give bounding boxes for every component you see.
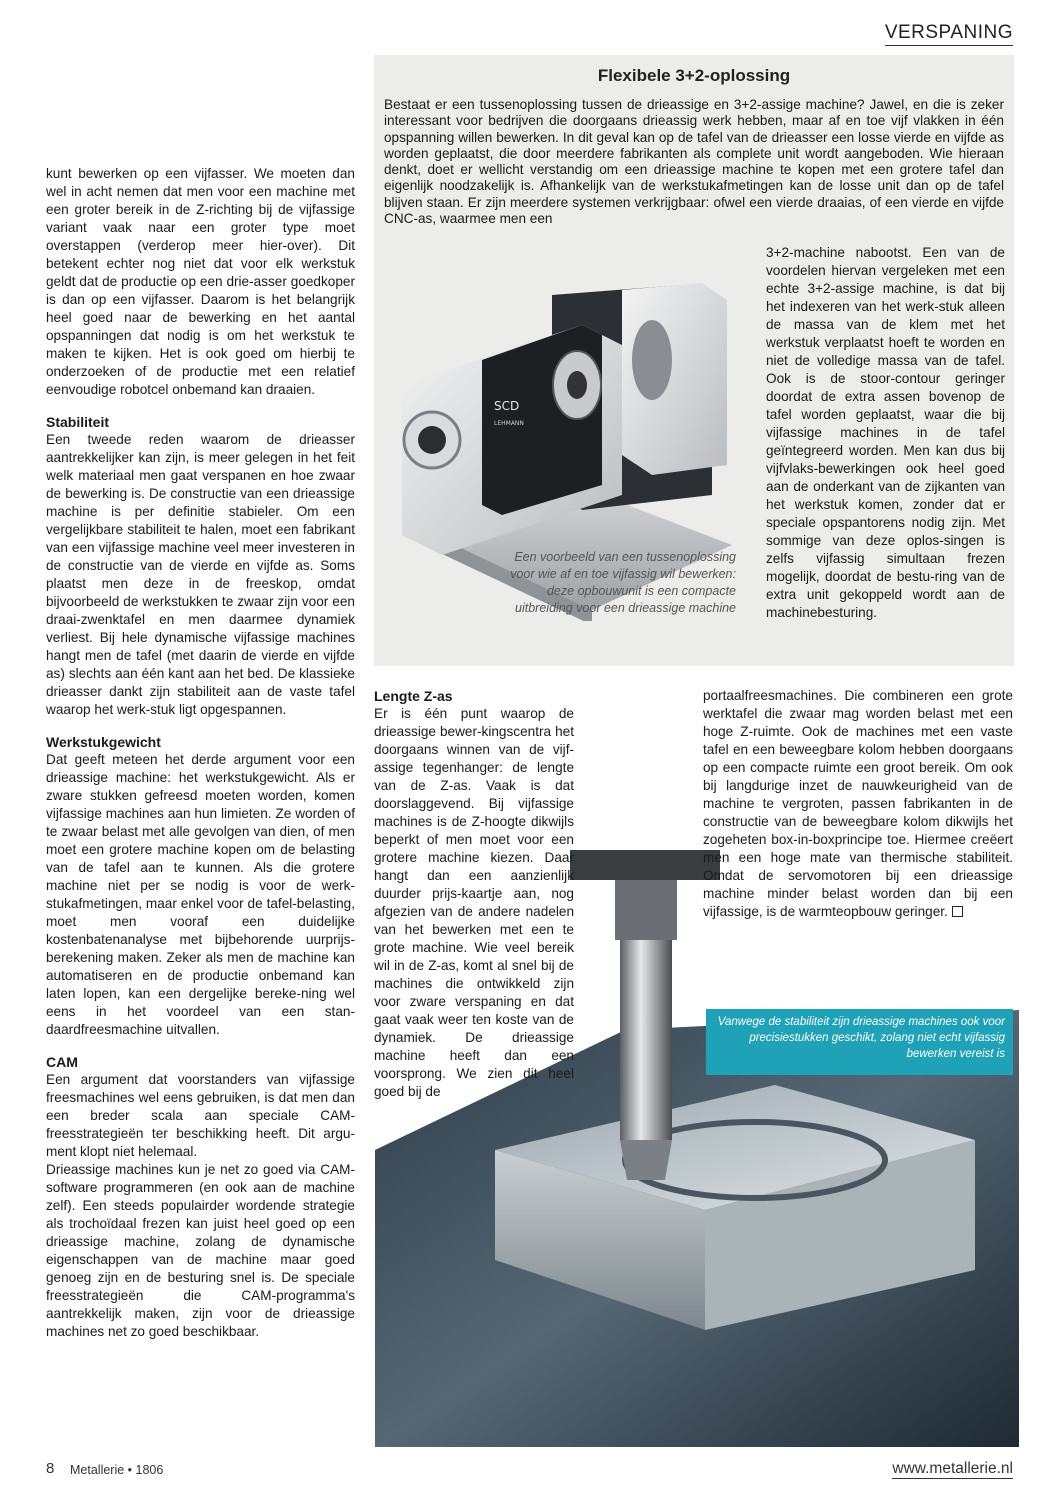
unit-brand: LEHMANN bbox=[494, 420, 524, 427]
left-column bbox=[46, 165, 355, 1341]
paragraph-werkstukgewicht: Dat geeft meteen het derde argument voor een drieassige machine: het werkstukgewicht. Als er zware stukken gefreesd moeten worden, komen vijfassige machines aan hun limieten. Ze worden of te zwaar belast met alle gevolgen van dien, of men moet een grotere machine kopen om de belasting van de tafel aan te kunnen. Als die grotere machine niet per se nodig is voor de werk-stukafmetingen, maar enkel voor de tafel-belasting, moet men vooraf een duidelijke kostenbatenanalyse met bijbehorende uurprijs-berekening maken. Zeker als men de machine kan automatiseren en de productie onbemand kan laten lopen, kan een dergelijke bereke-ning wel eens in het voordeel van een stan-daardfreesmachine uitvallen. bbox=[46, 752, 355, 1037]
middle-column bbox=[374, 687, 683, 1101]
sidebar-box bbox=[374, 55, 1014, 666]
heading-lengte-z-as: Lengte Z-as bbox=[374, 688, 453, 704]
left-intro: kunt bewerken op een vijfasser. We moeten dan wel in acht nemen dat men voor een machine met een groter bereik in de Z-richting bij de vijfassige variant vaak naar een groter type moet overstappen (verderop meer hier-over). Dit betekent echter nog niet dat voor elk werkstuk geldt dat de productie op een drie-asser goedkoper is dan op een vijfasser. Daarom is het belangrijk heel goed naar de bewerking en het aantal opspanningen dat nodig is om het werkstuk te maken te kijken. Het is ook goed om hierbij te onderzoeken of de productie met een relatief eenvoudige robotcel onbemand kan draaien. bbox=[46, 166, 355, 397]
box-intro: Bestaat er een tussenoplossing tussen de drieassige en 3+2-assige machine? Jawel, en die is zeker interessant voor bedrijven die doorgaans drieassig werk hebben, maar af en toe vijf vlakken in één opspanning willen bewerken. In dit geval kan op de tafel van de drieasser een losse vierde en vijfde as worden geplaatst, die door meerdere fabrikanten als complete unit wordt aangeboden. Wie hieraan denkt, doet er wellicht verstandig om een drieassige machine te kopen met een grotere tafel dan eigenlijk noodzakelijk is. Afhankelijk van de werkstukafmetingen kan de losse unit dan op de tafel blijven staan. Er zijn meerdere systemen verkrijgbaar: ofwel een vierde draaias, of een vierde en vijfde CNC-as, waarmee men een bbox=[384, 97, 1004, 227]
magazine-issue: Metallerie • 1806 bbox=[70, 1463, 164, 1477]
box-title: Flexibele 3+2-oplossing bbox=[597, 66, 791, 85]
section-label: VERSPANING bbox=[885, 22, 1013, 46]
heading-stabiliteit: Stabiliteit bbox=[46, 414, 110, 430]
unit-logo: SCD bbox=[494, 399, 520, 413]
page-number: 8 bbox=[46, 1460, 55, 1477]
end-of-article-icon bbox=[952, 906, 963, 917]
paragraph-cam-2: Drieassige machines kun je net zo goed via CAM-software programmeren (en ook aan de machine zelf). Een steeds populairder wordende strategie als trochoïdaal frezen kan juist heel goed op een drieassige machine, zolang de dynamische eigenschappen van de machine maar goed genoeg zijn en de besturing snel is. De speciale freesstrategieën die CAM-programma's aantrekkelijk maken, zijn voor de drieassige machines net zo goed beschikbaar. bbox=[46, 1162, 355, 1339]
heading-cam: CAM bbox=[46, 1054, 78, 1070]
website-link[interactable]: www.metallerie.nl bbox=[892, 1460, 1013, 1477]
right-column bbox=[703, 687, 1013, 921]
paragraph-cam-1: Een argument dat voorstanders van vijfassige freesmachines wel eens gebruiken, is dat men dan een breder scala aan speciale CAM-freesstrategieën ter beschikking heeft. Dit argu-ment klopt niet helemaal. bbox=[46, 1072, 355, 1159]
photo-caption: Vanwege de stabiliteit zijn drieassige machines ook voor precisiestukken geschikt, zolang niet echt vijfassig bewerken vereist is bbox=[706, 1009, 1013, 1075]
box-right-text: 3+2-machine nabootst. Een van de voordelen hiervan vergeleken met een echte 3+2-assige machine, is dat bij het indexeren van het werk-stuk alleen de massa van de klem met het werkstuk verplaatst hoeft te worden en niet de volledige massa van de tafel. Ook is de stoor-contour geringer doordat de extra assen bovenop de tafel worden geplaatst, waar die bij vijfassige machines in de tafel geïntegreerd worden. Men kan dus bij vijfvlaks-bewerkingen ook heel goed aan de onderkant van de zijkanten van het werkstuk komen, zonder dat er speciale opspantorens nodig zijn. Met sommige van deze oplos-singen is zelfs vijfassig simultaan frezen mogelijk, doordat de bestu-ring van de extra unit gekoppeld wordt aan de machinebesturing. bbox=[766, 245, 1005, 620]
paragraph-lengte-z-as: Er is één punt waarop de drieassige bewer-kingscentra het doorgaans winnen van de vijf-assige tegenhanger: de lengte van de Z-as. Vaak is dat doorslaggevend. Bij vijfassige machines is de Z-hoogte dikwijls beperkt of men moet voor een grotere machine kiezen. Daar hangt dan een aanzienlijk duurder prijs-kaartje aan, nog afgezien van de andere nadelen van het bewerken met een te grote machine. Wie veel bereik wil in de Z-as, komt al snel bij de machines die ontwikkeld zijn voor zware verspaning en dat gaat vaak weer ten koste van de dynamiek. De drieassige machine heeft dan een voorsprong. We zien dit heel goed bij de bbox=[374, 706, 574, 1099]
paragraph-portaalfrees: portaalfreesmachines. Die combineren een grote werktafel die zwaar mag worden belast met een hoge Z-ruimte. Ook de machines met een vaste tafel en een beweegbare kolom hebben doorgaans op een compacte ruimte een groot bereik. Om ook bij langdurige inzet de nauwkeurigheid van de machine te vergroten, passen fabrikanten in de constructie van de beweegbare kolom dikwijls het zogeheten box-in-boxprincipe toe. Hiermee creëert men een hoge mate van thermische stabiliteit. Omdat de servomotoren bij een drieassige machine minder belast worden dan bij een vijfassige, is de warmteopbouw geringer. bbox=[703, 688, 1013, 919]
heading-werkstukgewicht: Werkstukgewicht bbox=[46, 734, 161, 750]
figure-caption: Een voorbeeld van een tussenoplossing voor wie af en toe vijfassig wil bewerken: deze opbouwunit is een compacte uitbreiding voor een drieassige machine bbox=[510, 550, 736, 615]
paragraph-stabiliteit: Een tweede reden waarom de drieasser aantrekkelijker kan zijn, is meer gelegen in het feit welk materiaal men gaat verspanen en hoe zwaar de bewerking is. De constructie van een drieassige machine is per definitie stabieler. Om een vergelijkbare stabiliteit te halen, moet een fabrikant van een vijfassige machine veel meer investeren in de constructie van de vierde en vijfde as. Soms plaatst men deze in de freeskop, omdat bijvoorbeeld de werkstukken te zwaar zijn voor een draai-zwenktafel en men daarmee dynamiek verliest. Bij hele dynamische vijfassige machines hangt men de tafel (met daarin de vierde en vijfde as) slechts aan één kant aan het bed. De klassieke drieasser dankt zijn stabiliteit aan de vaste tafel waarop het werk-stuk ligt opgespannen. bbox=[46, 432, 355, 717]
